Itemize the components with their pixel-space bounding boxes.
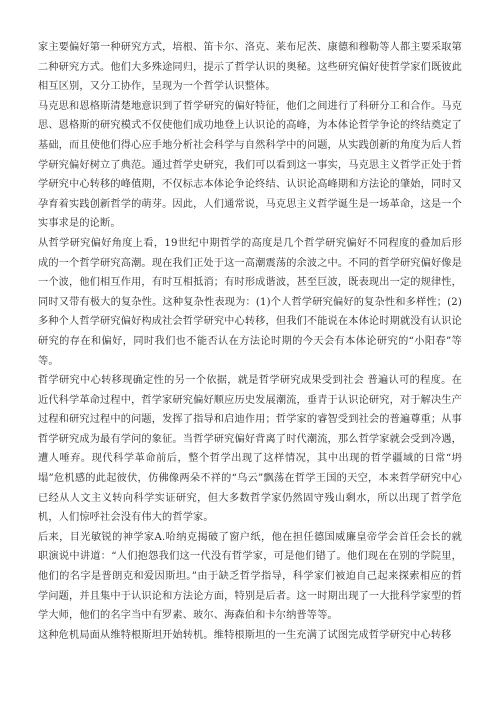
paragraph-5: 后来，目光敏锐的神学家A.哈纳克揭破了窗户纸，他在担任德国威廉皇帝学会首任会长的就职演说中讲道：“人们抱怨我们这一代没有哲学家，可是他们错了。他们现在在别的学院里，他们的名字是普朗克和爱因斯坦。”由于缺乏哲学指导，科学家们被迫自己起来探索相应的哲学问题，并且集中于认识论和方法论方面，特别是后者。这一时期出现了一大批科学家型的哲学大师，他们的名字当中有罗素、玻尔、海森伯和卡尔纳普等等。 — [38, 531, 462, 622]
paragraph-4: 哲学研究中心转移现确定性的另一个依据，就是哲学研究成果受到社会 普遍认可的程度。在近代科学革命过程中，哲学家研究偏好顺应历史发展潮流，垂青于认识论研究，对于解决生产过程和研究过程中的问题，发挥了指导和启迪作用；哲学家的睿智受到社会的普遍尊重；从事哲学研究成为最有学问的象征。当哲学研究偏好背离了时代潮流，那么哲学家就会受到冷遇，遭人唾弃。现代科学革命前后，整个哲学出现了这样情况，其中出现的哲学疆域的日常“坍塌”危机感的此起彼伏，仿佛像两朵不祥的“乌云”飘荡在哲学王国的天空，本来哲学研究中心已经从人文主义转向科学实证研究，但大多数哲学家仍然固守残山剩水，所以出现了哲学危机，人们惊呼社会没有伟大的哲学家。 — [38, 375, 462, 524]
paragraph-3: 从哲学研究偏好角度上看，19世纪中期哲学的高度是几个哲学研究偏好不同程度的叠加后形成的一个哲学研究高潮。现在我们正处于这一高潮震荡的余波之中。不同的哲学研究偏好像是一个波，他们相互作用，有时互相抵消；有时形成谐波，甚至巨波，既表现出一定的规律性，同时又带有极大的复杂性。这种复杂性表现为：(1)个人哲学研究偏好的复杂性和多样性；(2)多种个人哲学研究偏好构成社会哲学研究中心转移，但我们不能说在本体论时期就没有认识论研究的存在和偏好，同时我们也不能否认在方法论时期的今天会有本体论研究的“小阳春”等等。 — [38, 237, 462, 367]
paragraph-6: 这种危机局面从维特根斯坦开始转机。维特根斯坦的一生充满了试图完成哲学研究中心转移 — [38, 629, 452, 641]
paragraph-1: 家主要偏好第一种研究方式，培根、笛卡尔、洛克、莱布尼茨、康德和穆勒等人都主要采取第二种研究方式。他们大多殊途同归，提示了哲学认识的奥秘。这些研究偏好使哲学家们既彼此相互区别，又分工协作，呈现为一个哲学认识整体。 — [38, 42, 462, 93]
paragraph-2: 马克思和恩格斯清楚地意识到了哲学研究的偏好特征，他们之间进行了科研分工和合作。马克思、恩格斯的研究模式不仅使他们成功地登上认识论的高峰，为本体论哲学争论的终结奠定了基础，而且使他们得心应手地分析社会科学与自然科学中的问题，从实践创新的角度为后人哲学研究偏好树立了典范。通过哲学史研究，我们可以看到这一事实，马克思主义哲学正处于哲学研究中心转移的峰值期，不仅标志本体论争论终结、认识论高峰期和方法论的肇始，同时又孕育着实践创新哲学的萌芽。因此，人们通常说，马克思主义哲学诞生是一场革命，这是一个实事求是的论断。 — [38, 100, 462, 230]
